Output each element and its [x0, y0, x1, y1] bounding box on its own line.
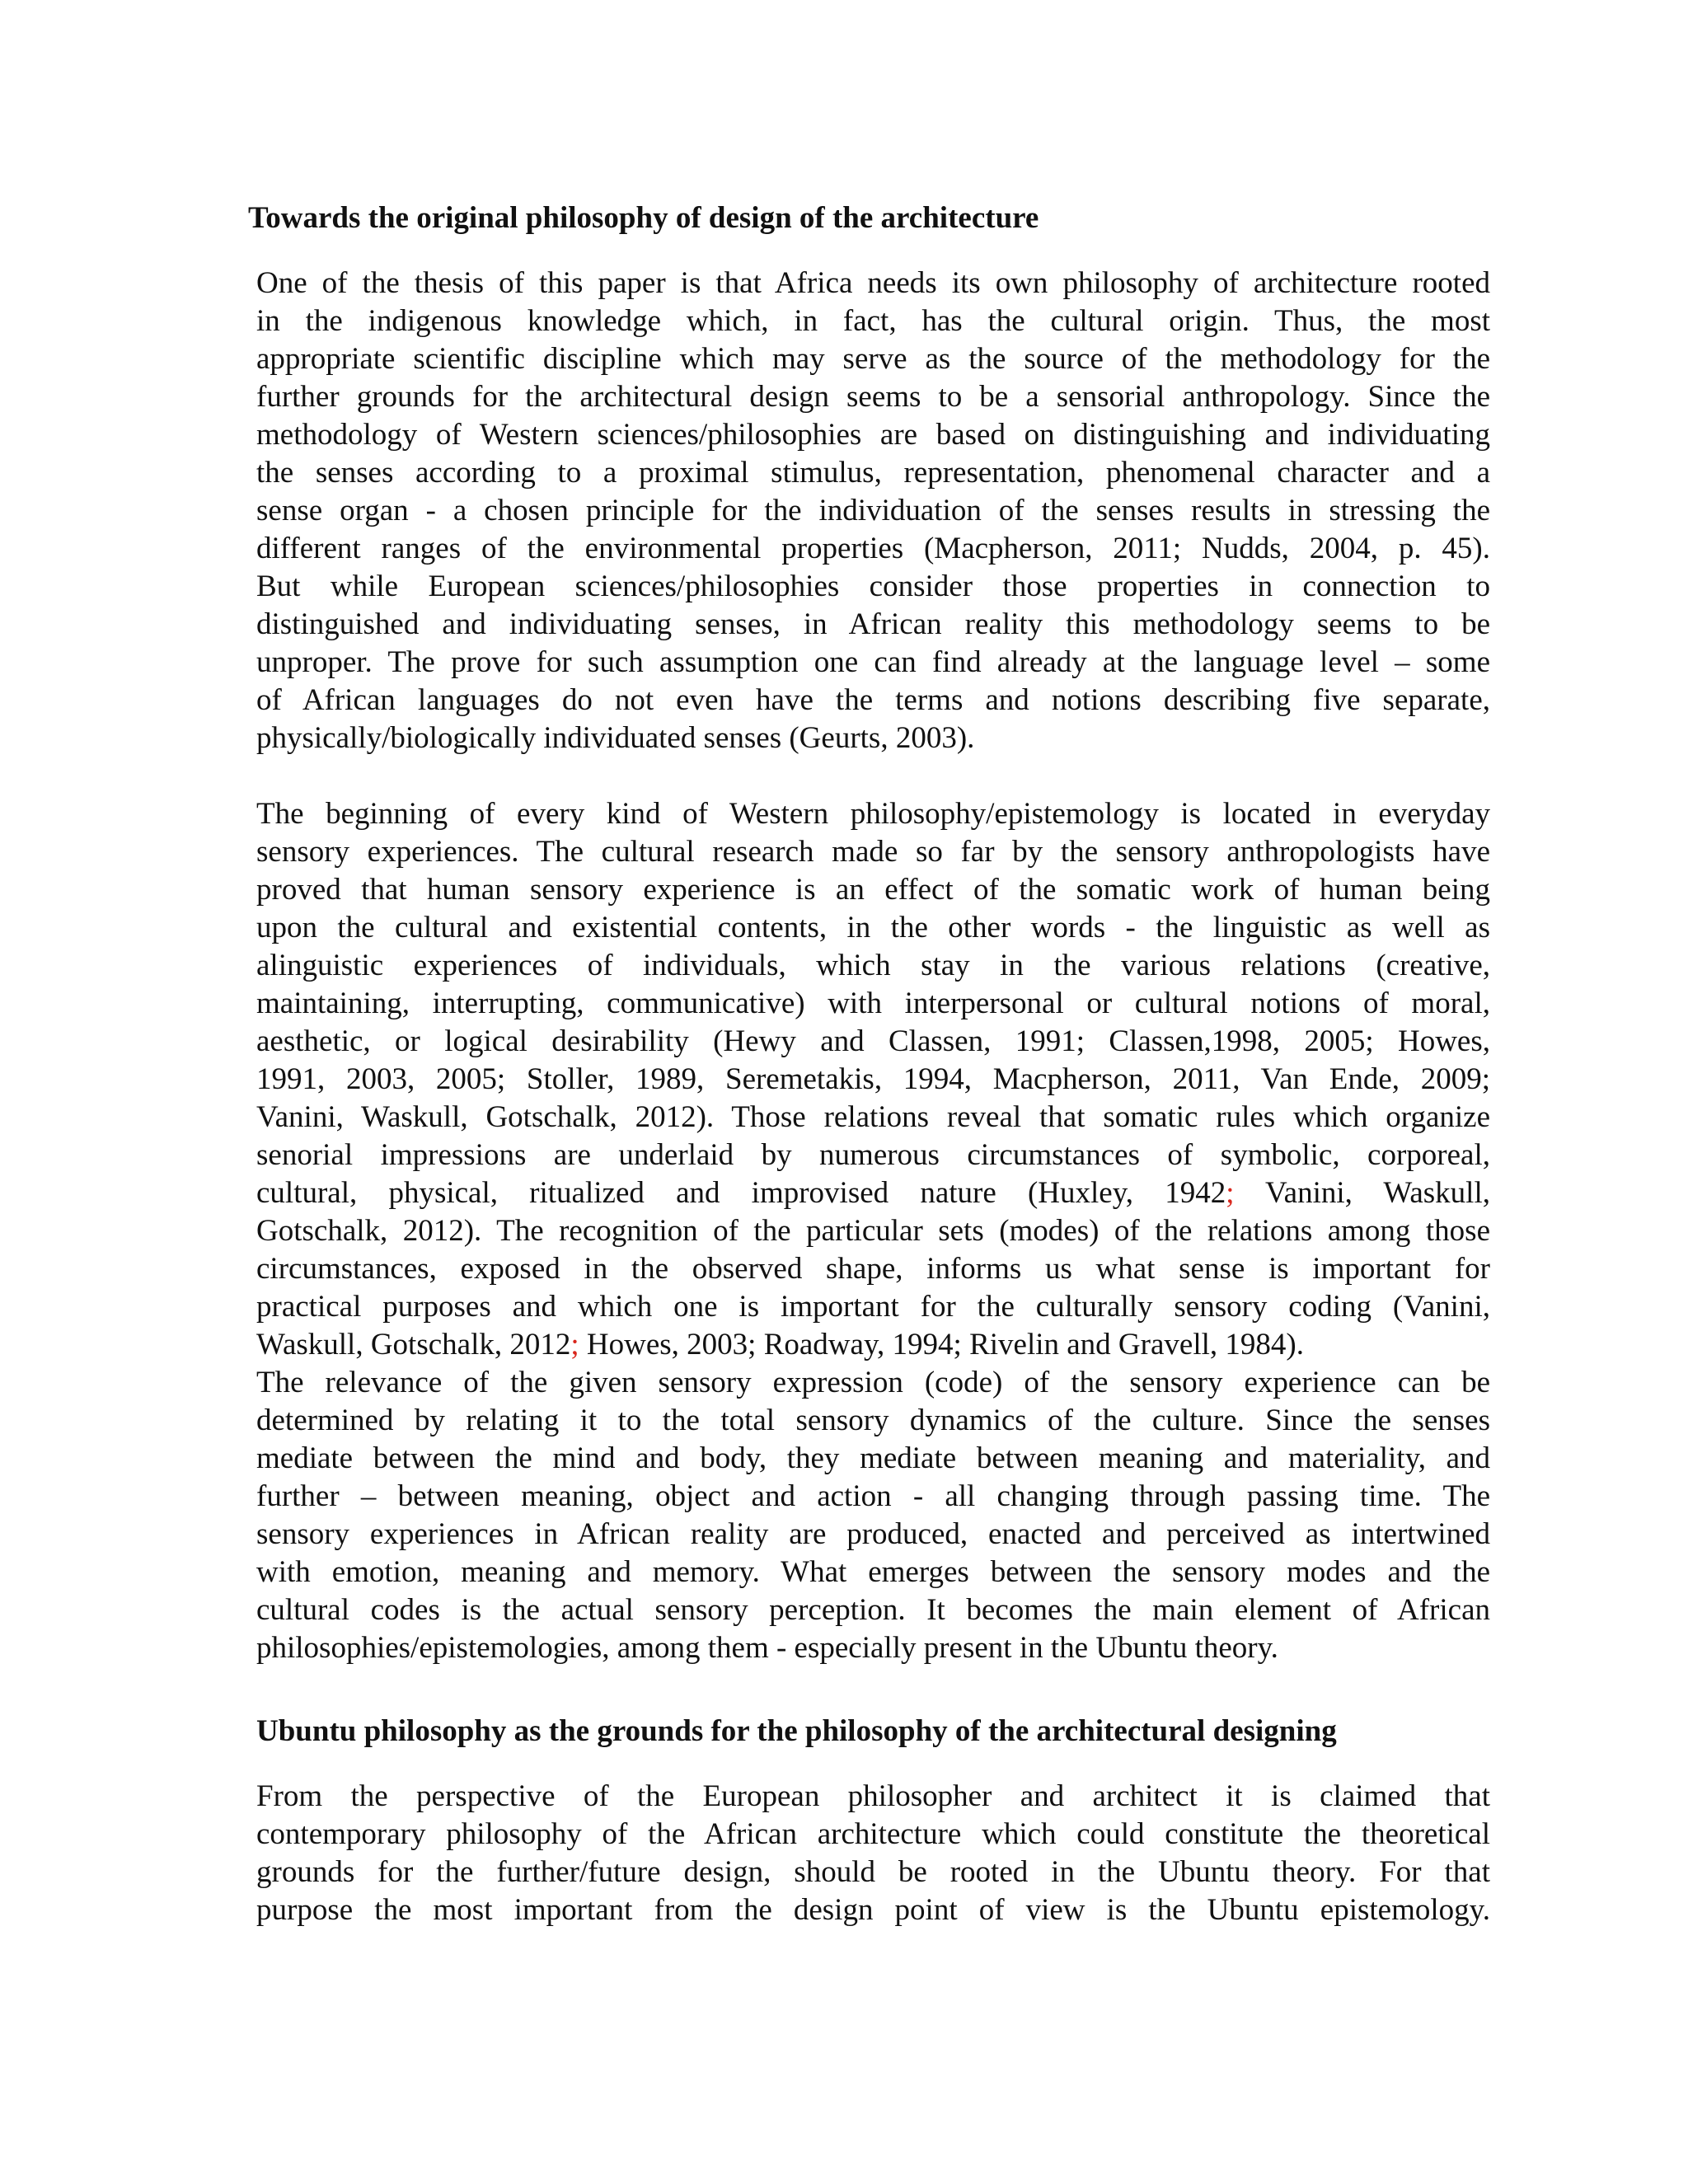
text-line: From the perspective of the European philosopher and architect it is claimed that	[256, 1779, 1490, 1813]
text-line: physically/biologically individuated senses (Geurts, 2003).	[256, 721, 975, 755]
text-line: upon the cultural and existential contents, in the other words - the linguistic as well as	[256, 911, 1490, 944]
paragraph-2	[256, 795, 1490, 1364]
text-line: distinguished and individuating senses, in African reality this methodology seems to be	[256, 607, 1490, 641]
text-line: The beginning of every kind of Western philosophy/epistemology is located in everyday	[256, 797, 1490, 831]
text-line: The relevance of the given sensory expression (code) of the sensory experience can be	[256, 1366, 1490, 1399]
text-line: determined by relating it to the total sensory dynamics of the culture. Since the senses	[256, 1404, 1490, 1437]
text-line: further – between meaning, object and action - all changing through passing time. The	[256, 1479, 1490, 1513]
text-line: mediate between the mind and body, they mediate between meaning and materiality, and	[256, 1441, 1490, 1475]
highlighted-semicolon: ;	[1226, 1176, 1235, 1210]
text-line: proved that human sensory experience is an effect of the somatic work of human being	[256, 873, 1490, 907]
text-line: further grounds for the architectural design seems to be a sensorial anthropology. Since the	[256, 380, 1490, 414]
section-heading-1: Towards the original philosophy of design of the architecture	[248, 201, 1039, 235]
text-line: practical purposes and which one is important for the culturally sensory coding (Vanini,	[256, 1290, 1490, 1324]
text-line: appropriate scientific discipline which may serve as the source of the methodology for the	[256, 342, 1490, 376]
text-line: in the indigenous knowledge which, in fact, has the cultural origin. Thus, the most	[256, 304, 1490, 338]
text-line: But while European sciences/philosophies consider those properties in connection to	[256, 569, 1490, 603]
text-line: One of the thesis of this paper is that Africa needs its own philosophy of architecture rooted	[256, 266, 1490, 300]
text-line: Gotschalk, 2012). The recognition of the particular sets (modes) of the relations among those	[256, 1214, 1490, 1248]
text-line: contemporary philosophy of the African architecture which could constitute the theoretical	[256, 1817, 1490, 1851]
paragraph-4	[256, 1778, 1490, 1929]
text-line: aesthetic, or logical desirability (Hewy and Classen, 1991; Classen,1998, 2005; Howes,	[256, 1024, 1490, 1058]
text-line: methodology of Western sciences/philosophies are based on distinguishing and individuating	[256, 418, 1490, 452]
text-line: philosophies/epistemologies, among them - especially present in the Ubuntu theory.	[256, 1631, 1278, 1665]
section-heading-2: Ubuntu philosophy as the grounds for the philosophy of the architectural designing	[256, 1714, 1337, 1748]
text-line: with emotion, meaning and memory. What emerges between the sensory modes and the	[256, 1555, 1490, 1589]
text-line: sense organ - a chosen principle for the individuation of the senses results in stressing the	[256, 494, 1490, 527]
text-line: of African languages do not even have the terms and notions describing five separate,	[256, 683, 1490, 717]
text-line: the senses according to a proximal stimulus, representation, phenomenal character and a	[256, 456, 1490, 490]
text-line: senorial impressions are underlaid by numerous circumstances of symbolic, corporeal,	[256, 1138, 1490, 1172]
text-line: circumstances, exposed in the observed shape, informs us what sense is important for	[256, 1252, 1490, 1286]
text-line: different ranges of the environmental properties (Macpherson, 2011; Nudds, 2004, p. 45).	[256, 532, 1490, 565]
highlighted-semicolon: ;	[570, 1328, 579, 1361]
text-line: cultural, physical, ritualized and improvised nature (Huxley, 1942; Vanini, Waskull,	[256, 1176, 1490, 1210]
text-line: cultural codes is the actual sensory perception. It becomes the main element of African	[256, 1593, 1490, 1627]
text-line: maintaining, interrupting, communicative) with interpersonal or cultural notions of moral,	[256, 987, 1490, 1020]
text-line: 1991, 2003, 2005; Stoller, 1989, Seremetakis, 1994, Macpherson, 2011, Van Ende, 2009;	[256, 1062, 1490, 1096]
text-line: unproper. The prove for such assumption one can find already at the language level – some	[256, 645, 1490, 679]
text-line: grounds for the further/future design, should be rooted in the Ubuntu theory. For that	[256, 1855, 1490, 1889]
text-line: sensory experiences in African reality are produced, enacted and perceived as intertwined	[256, 1517, 1490, 1551]
text-line: Vanini, Waskull, Gotschalk, 2012). Those relations reveal that somatic rules which organize	[256, 1100, 1490, 1134]
text-line: alinguistic experiences of individuals, which stay in the various relations (creative,	[256, 949, 1490, 982]
paragraph-3	[256, 1364, 1490, 1667]
text-line: sensory experiences. The cultural research made so far by the sensory anthropologists have	[256, 835, 1490, 869]
text-line: purpose the most important from the design point of view is the Ubuntu epistemology.	[256, 1893, 1490, 1927]
paragraph-1	[256, 265, 1490, 757]
text-line: Waskull, Gotschalk, 2012; Howes, 2003; Roadway, 1994; Rivelin and Gravell, 1984).	[256, 1328, 1304, 1361]
